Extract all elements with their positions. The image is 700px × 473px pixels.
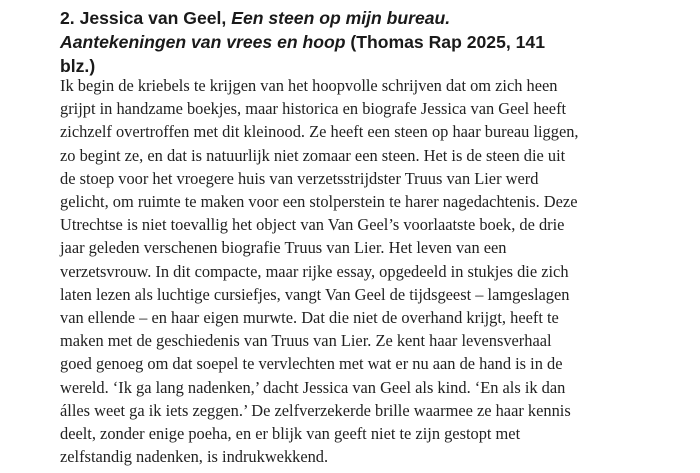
paragraph-line: Ik begin de kriebels te krijgen van het hoopvolle schrijven dat om zich heen <box>60 76 558 95</box>
paragraph-line: Utrechtse is niet toevallig het object van Van Geel’s voorlaatste boek, de drie <box>60 215 565 235</box>
author-name: Jessica van Geel, <box>79 8 227 28</box>
book-title: Een steen op mijn bureau. Aantekeningen van vrees en hoop <box>60 8 451 52</box>
paragraph-line: zo begint ze, en dat is natuurlijk niet zomaar een steen. Het is de steen die uit <box>60 145 566 165</box>
item-number: 2. <box>60 8 75 28</box>
paragraph-line: zichzelf overtroffen met dit kleinood. Ze heeft een steen op haar bureau liggen, <box>60 122 579 142</box>
paragraph-line: laten lezen als luchtige cursiefjes, vangt Van Geel de tijdsgeest – lamgeslagen <box>60 284 570 304</box>
article <box>60 0 580 467</box>
paragraph-line: maken met de geschiedenis van Truus van Lier. Ze kent haar levensverhaal <box>60 331 552 351</box>
paragraph-line: zelfstandig nadenken, is indrukwekkend. <box>60 447 329 467</box>
paragraph-line: van ellende – en haar eigen murwte. Dat die niet de overhand krijgt, heeft te <box>60 308 559 328</box>
paragraph-line: de stoep voor het vroegere huis van verzetsstrijdster Truus van Lier werd <box>60 168 539 188</box>
paragraph-line: grijpt in handzame boekjes, maar historica en biografe Jessica van Geel heeft <box>60 99 567 119</box>
paragraph-line: gelicht, om ruimte te maken voor een stolperstein te harer nagedachtenis. Deze <box>60 192 578 212</box>
paragraph-line: deelt, zonder enige poeha, en er blijk van geeft niet te zijn gestopt met <box>60 424 521 444</box>
book-heading <box>60 6 580 78</box>
paragraph-line: goed genoeg om dat soepel te vervlechten met wat er nu aan de hand is in de <box>60 354 563 374</box>
paragraph-line: jaar geleden verschenen biografie Truus van Lier. Het leven van een <box>60 238 507 258</box>
paragraph-line: verzetsvrouw. In dit compacte, maar rijke essay, opgedeeld in stukjes die zich <box>60 261 569 281</box>
publication-info: (Thomas Rap 2025, 141 blz.) <box>60 32 545 76</box>
review-paragraph <box>60 74 580 468</box>
paragraph-line: álles weet ga ik iets zeggen.’ De zelfverzekerde brille waarmee ze haar kennis <box>60 400 571 420</box>
paragraph-line: wereld. ‘Ik ga lang nadenken,’ dacht Jessica van Geel als kind. ‘En als ik dan <box>60 377 566 397</box>
